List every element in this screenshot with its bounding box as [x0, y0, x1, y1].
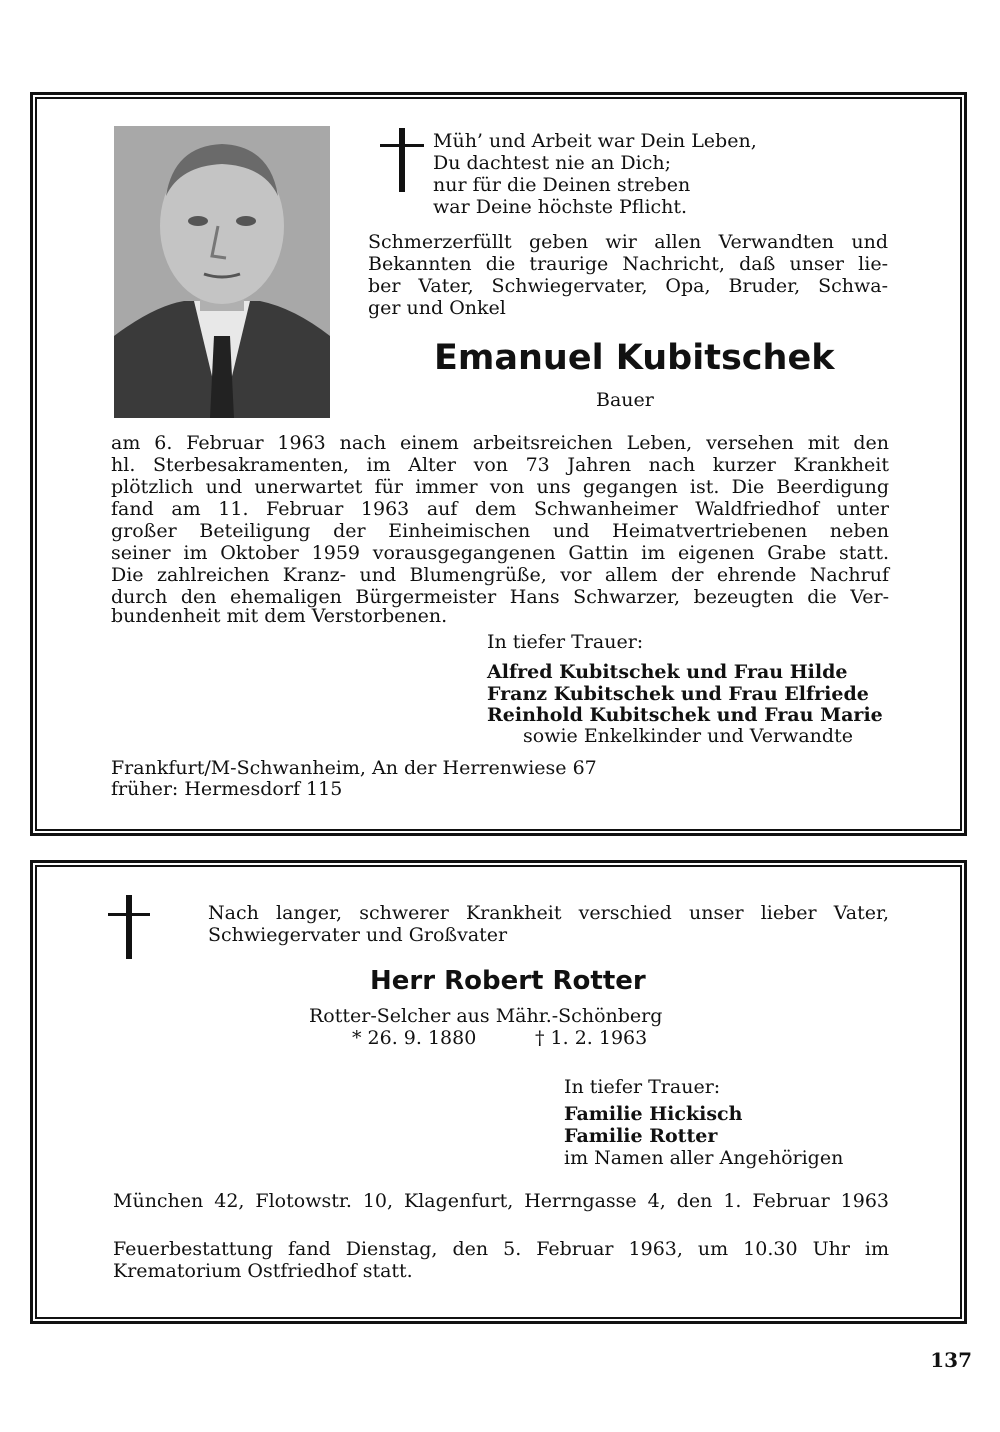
- body-line: durch den ehemaligen Bürgermeister Hans Schwarzer, bezeugten die Ver-: [111, 586, 889, 608]
- cross-icon: [108, 895, 150, 959]
- poem-line: Müh’ und Arbeit war Dein Leben,: [433, 130, 757, 152]
- address-line: Frankfurt/M-Schwanheim, An der Herrenwiese 67: [111, 757, 597, 779]
- body-line: plötzlich und unerwartet für immer von uns gegangen ist. Die Beerdigung: [111, 476, 889, 498]
- other-mourners: im Namen aller Angehörigen: [564, 1147, 844, 1169]
- intro-line: Schmerzerfüllt geben wir allen Verwandten und: [368, 231, 888, 253]
- mourning-label: In tiefer Trauer:: [487, 631, 644, 653]
- deceased-name: Herr Robert Rotter: [370, 966, 646, 996]
- intro-line: ber Vater, Schwiegervater, Opa, Bruder, Schwa-: [368, 275, 888, 297]
- poem-line: nur für die Deinen streben: [433, 174, 691, 196]
- mourning-label: In tiefer Trauer:: [564, 1076, 721, 1098]
- death-date: † 1. 2. 1963: [535, 1027, 648, 1049]
- body-line: am 6. Februar 1963 nach einem arbeitsreichen Leben, versehen mit den: [111, 432, 889, 454]
- portrait-illustration: [114, 126, 330, 418]
- mourner-line: Familie Rotter: [564, 1125, 718, 1147]
- portrait-photo: [114, 126, 330, 418]
- body-line: großer Beteiligung der Einheimischen und Heimatvertriebenen neben: [111, 520, 889, 542]
- poem-line: Du dachtest nie an Dich;: [433, 152, 671, 174]
- poem-line: war Deine höchste Pflicht.: [433, 196, 688, 218]
- body-line: fand am 11. Februar 1963 auf dem Schwanheimer Waldfriedhof unter: [111, 498, 889, 520]
- funeral-line: Krematorium Ostfriedhof statt.: [113, 1260, 413, 1282]
- mourner-line: Alfred Kubitschek und Frau Hilde: [487, 661, 848, 683]
- birth-date: * 26. 9. 1880: [352, 1027, 477, 1049]
- deceased-name: Emanuel Kubitschek: [434, 338, 835, 378]
- occupation: Bauer: [596, 389, 654, 411]
- body-line: seiner im Oktober 1959 vorausgegangenen Gattin im eigenen Grabe statt.: [111, 542, 889, 564]
- funeral-line: Feuerbestattung fand Dienstag, den 5. Februar 1963, um 10.30 Uhr im: [113, 1238, 889, 1260]
- address-line: München 42, Flotowstr. 10, Klagenfurt, Herrngasse 4, den 1. Februar 1963: [113, 1190, 889, 1212]
- address-line: früher: Hermesdorf 115: [111, 778, 343, 800]
- body-line: Die zahlreichen Kranz- und Blumengrüße, vor allem der ehrende Nachruf: [111, 564, 889, 586]
- body-line: hl. Sterbesakramenten, im Alter von 73 Jahren nach kurzer Krankheit: [111, 454, 889, 476]
- page-number: 137: [930, 1348, 972, 1372]
- intro-line: Nach langer, schwerer Krankheit verschied unser lieber Vater,: [208, 902, 889, 924]
- other-mourners: sowie Enkelkinder und Verwandte: [523, 725, 853, 747]
- occupation: Rotter-Selcher aus Mähr.-Schönberg: [309, 1005, 663, 1027]
- intro-line: Bekannten die traurige Nachricht, daß unser lie-: [368, 253, 888, 275]
- body-line: bundenheit mit dem Verstorbenen.: [111, 605, 448, 627]
- mourner-line: Familie Hickisch: [564, 1103, 743, 1125]
- intro-line: ger und Onkel: [368, 297, 506, 319]
- cross-icon: [380, 128, 424, 192]
- intro-line: Schwiegervater und Großvater: [208, 924, 508, 946]
- mourner-line: Franz Kubitschek und Frau Elfriede: [487, 683, 869, 705]
- mourner-line: Reinhold Kubitschek und Frau Marie: [487, 704, 883, 726]
